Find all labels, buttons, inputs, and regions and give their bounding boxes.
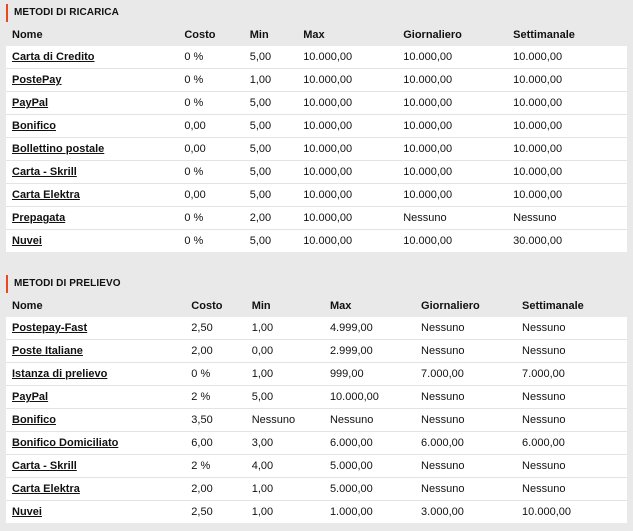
prelievo-header-row [6,295,627,317]
cell-settimanale: 10.000,00 [513,166,563,178]
prelievo-table [6,317,627,523]
cell-costo: 0 % [184,51,204,63]
cell-settimanale: 7.000,00 [522,368,565,380]
column-header-min: Min [251,300,271,312]
cell-nome [6,363,185,385]
cell-costo: 0,00 [184,120,206,132]
column-header-costo: Costo [191,300,223,312]
table-row [6,500,627,523]
cell-nome [6,138,178,160]
ricarica-title: METODI DI RICARICA [6,4,627,22]
cell-giornaliero: Nessuno [421,460,465,472]
cell-max: 10.000,00 [303,235,353,247]
cell-giornaliero: 3.000,00 [421,506,464,518]
cell-max: 5.000,00 [329,460,373,472]
method-link[interactable]: Nuvei [12,235,42,247]
table-row [6,183,627,206]
cell-min: 4,00 [251,460,274,472]
method-link[interactable]: Bonifico Domiciliato [12,437,119,449]
cell-costo: 2 % [191,391,211,403]
cell-costo: 2 % [191,460,211,472]
cell-max: 2.999,00 [329,345,373,357]
column-header-settimanale: Settimanale [513,29,575,41]
cell-max: 10.000,00 [303,143,353,155]
cell-min: 3,00 [251,437,274,449]
cell-max: 10.000,00 [303,166,353,178]
cell-nome [6,455,185,477]
cell-settimanale: 30.000,00 [513,235,563,247]
method-link[interactable]: PostePay [12,74,62,86]
column-header-max: Max [329,300,352,312]
cell-settimanale: Nessuno [513,212,557,224]
table-row [6,229,627,252]
table-row [6,362,627,385]
column-header-max: Max [303,29,325,41]
cell-giornaliero: 6.000,00 [421,437,464,449]
cell-min: 1,00 [251,368,274,380]
cell-costo: 0 % [184,74,204,86]
cell-nome [6,432,185,454]
method-link[interactable]: Carta - Skrill [12,166,77,178]
cell-settimanale: 10.000,00 [513,97,563,109]
ricarica-section [6,2,627,252]
cell-giornaliero: Nessuno [421,391,465,403]
cell-settimanale: 10.000,00 [522,506,571,518]
cell-costo: 0 % [184,235,204,247]
cell-costo: 0 % [184,97,204,109]
cell-max: 4.999,00 [329,322,373,334]
cell-max: 10.000,00 [329,391,379,403]
table-row [6,477,627,500]
cell-costo: 0,00 [184,189,206,201]
cell-max: 10.000,00 [303,212,353,224]
prelievo-section [6,273,627,523]
cell-giornaliero: 10.000,00 [403,189,453,201]
cell-costo: 0 % [191,368,211,380]
table-row [6,206,627,229]
ricarica-header-row [6,24,627,46]
prelievo-title: METODI DI PRELIEVO [6,275,627,293]
column-header-min: Min [249,29,269,41]
cell-settimanale: 10.000,00 [513,189,563,201]
method-link[interactable]: PayPal [12,391,49,403]
cell-costo: 3,50 [191,414,213,426]
cell-settimanale: Nessuno [522,483,566,495]
cell-max: Nessuno [329,414,374,426]
method-link[interactable]: Postepay-Fast [12,322,88,334]
cell-nome [6,92,178,114]
cell-nome [6,207,178,229]
cell-max: 999,00 [329,368,364,380]
cell-min: 1,00 [251,322,274,334]
cell-min: 1,00 [249,74,272,86]
cell-min: 5,00 [251,391,274,403]
cell-min: 1,00 [251,506,274,518]
cell-max: 5.000,00 [329,483,373,495]
cell-giornaliero: Nessuno [421,345,465,357]
cell-giornaliero: Nessuno [421,414,465,426]
cell-settimanale: 10.000,00 [513,143,563,155]
cell-settimanale: Nessuno [522,414,566,426]
cell-min: 5,00 [249,166,272,178]
method-link[interactable]: Carta Elektra [12,189,80,201]
cell-max: 10.000,00 [303,74,353,86]
cell-costo: 0 % [184,212,204,224]
table-row [6,91,627,114]
method-link[interactable]: Istanza di prelievo [12,368,108,380]
table-row [6,160,627,183]
cell-min: 5,00 [249,97,272,109]
cell-nome [6,340,185,362]
table-row [6,114,627,137]
cell-costo: 0,00 [184,143,206,155]
cell-settimanale: Nessuno [522,345,566,357]
cell-max: 10.000,00 [303,120,353,132]
cell-settimanale: 6.000,00 [522,437,565,449]
cell-giornaliero: 10.000,00 [403,166,453,178]
cell-max: 10.000,00 [303,97,353,109]
method-link[interactable]: PayPal [12,97,49,109]
cell-settimanale: Nessuno [522,322,566,334]
cell-settimanale: 10.000,00 [513,74,563,86]
cell-nome [6,317,185,339]
table-row [6,339,627,362]
cell-min: Nessuno [251,414,296,426]
cell-min: 5,00 [249,120,272,132]
cell-min: 0,00 [251,345,274,357]
cell-nome [6,161,178,183]
cell-min: 2,00 [249,212,272,224]
column-header-nome: Nome [12,300,43,312]
cell-nome [6,386,185,408]
cell-nome [6,501,185,523]
table-row [6,137,627,160]
cell-nome [6,69,178,91]
cell-giornaliero: 10.000,00 [403,143,453,155]
cell-nome [6,46,178,68]
cell-settimanale: Nessuno [522,391,566,403]
table-row [6,454,627,477]
cell-giornaliero: Nessuno [421,483,465,495]
cell-nome [6,409,185,431]
cell-giornaliero: 10.000,00 [403,235,453,247]
cell-costo: 2,50 [191,322,213,334]
ricarica-table [6,46,627,252]
cell-nome [6,478,185,500]
table-row [6,46,627,68]
method-link[interactable]: Bonifico [12,414,56,426]
table-row [6,68,627,91]
cell-min: 5,00 [249,51,272,63]
cell-max: 10.000,00 [303,51,353,63]
cell-min: 1,00 [251,483,274,495]
cell-max: 1.000,00 [329,506,373,518]
cell-nome [6,184,178,206]
cell-giornaliero: Nessuno [421,322,465,334]
column-header-costo: Costo [184,29,216,41]
cell-giornaliero: 10.000,00 [403,51,453,63]
column-header-settimanale: Settimanale [522,300,584,312]
method-link[interactable]: Poste Italiane [12,345,83,357]
method-link[interactable]: Prepagata [12,212,66,224]
cell-nome [6,230,178,252]
cell-max: 10.000,00 [303,189,353,201]
cell-costo: 2,00 [191,345,213,357]
cell-giornaliero: 10.000,00 [403,97,453,109]
cell-giornaliero: 10.000,00 [403,74,453,86]
method-link[interactable]: Carta Elektra [12,483,80,495]
cell-giornaliero: 7.000,00 [421,368,464,380]
cell-costo: 6,00 [191,437,213,449]
column-header-nome: Nome [12,29,43,41]
table-row [6,408,627,431]
cell-costo: 0 % [184,166,204,178]
method-link[interactable]: Nuvei [12,506,42,518]
cell-min: 5,00 [249,235,272,247]
cell-min: 5,00 [249,143,272,155]
cell-giornaliero: 10.000,00 [403,120,453,132]
table-row [6,317,627,339]
method-link[interactable]: Bollettino postale [12,143,105,155]
method-link[interactable]: Carta - Skrill [12,460,77,472]
cell-costo: 2,00 [191,483,213,495]
cell-settimanale: Nessuno [522,460,566,472]
table-row [6,431,627,454]
method-link[interactable]: Carta di Credito [12,51,95,63]
cell-nome [6,115,178,137]
cell-settimanale: 10.000,00 [513,51,563,63]
cell-giornaliero: Nessuno [403,212,447,224]
cell-costo: 2,50 [191,506,213,518]
cell-max: 6.000,00 [329,437,373,449]
column-header-giornaliero: Giornaliero [421,300,480,312]
cell-min: 5,00 [249,189,272,201]
cell-settimanale: 10.000,00 [513,120,563,132]
table-row [6,385,627,408]
column-header-giornaliero: Giornaliero [403,29,462,41]
method-link[interactable]: Bonifico [12,120,56,132]
